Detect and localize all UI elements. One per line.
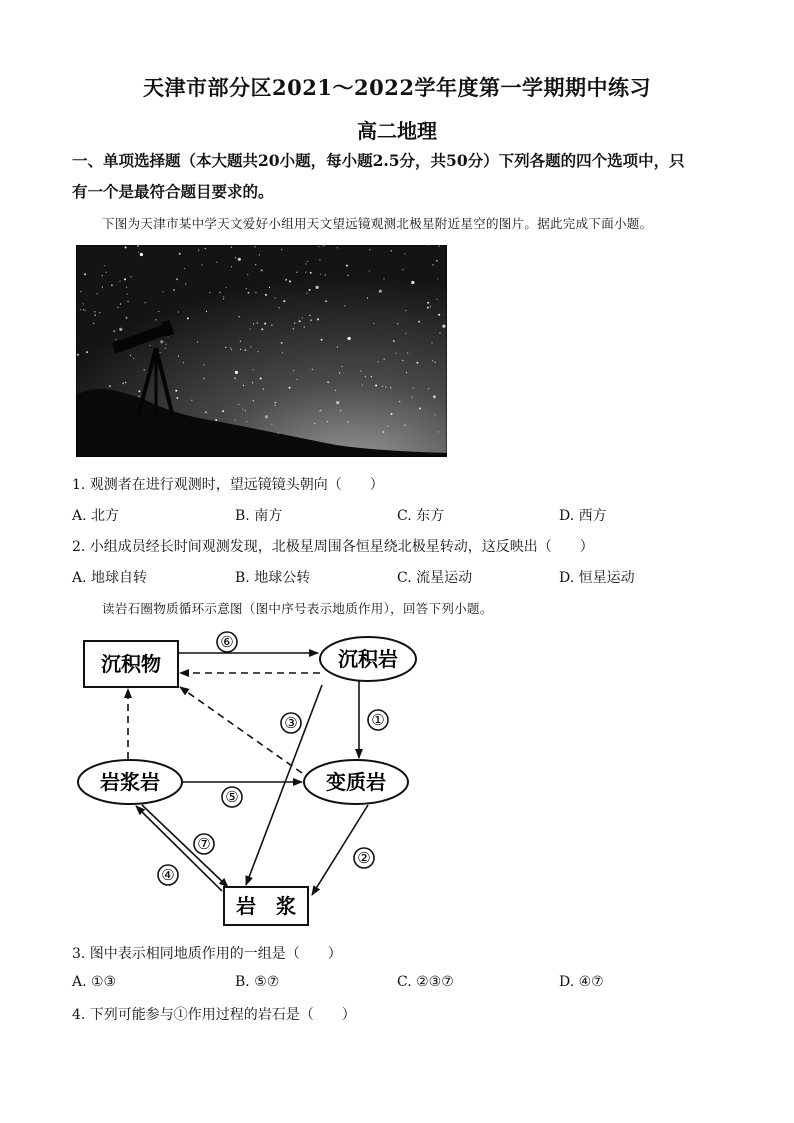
question-1-stem: 1. 观测者在进行观测时，望远镜镜头朝向（ ） xyxy=(72,477,384,493)
star-sky-photo xyxy=(76,245,447,457)
rock-cycle-diagram xyxy=(72,625,432,935)
page-title: 天津市部分区2021～2022学年度第一学期期中练习 xyxy=(143,75,651,100)
q3-option-d[interactable]: D. ④⑦ xyxy=(559,974,604,990)
q3-option-b[interactable]: B. ⑤⑦ xyxy=(235,974,280,990)
process-label-5: ⑤ xyxy=(225,788,239,806)
process-label-3: ③ xyxy=(284,714,298,732)
q3-option-a[interactable]: A. ①③ xyxy=(72,974,117,990)
process-label-4: ④ xyxy=(161,866,175,884)
igneous-rock-label: 岩浆岩 xyxy=(100,770,160,794)
intro-rock-cycle: 读岩石圈物质循环示意图（图中序号表示地质作用），回答下列小题。 xyxy=(102,601,493,616)
process-label-7: ⑦ xyxy=(197,835,211,853)
sedimentary-rock-label: 沉积岩 xyxy=(338,647,398,671)
q2-option-d[interactable]: D. 恒星运动 xyxy=(559,570,635,586)
page-subtitle: 高二地理 xyxy=(357,119,437,143)
section-heading-line1: 一、单项选择题（本大题共20小题，每小题2.5分，共50分）下列各题的四个选项中，只 xyxy=(72,151,685,170)
process-label-6: ⑥ xyxy=(220,633,234,651)
arrow-7 xyxy=(142,805,228,887)
intro-star-observation: 下图为天津市某中学天文爱好小组用天文望远镜观测北极星附近星空的图片。据此完成下面小题。 xyxy=(102,216,653,231)
question-3-stem: 3. 图中表示相同地质作用的一组是（ ） xyxy=(72,946,342,962)
metamorphic-rock-label: 变质岩 xyxy=(326,770,386,794)
question-4-stem: 4. 下列可能参与①作用过程的岩石是（ ） xyxy=(72,1007,356,1023)
q3-option-c[interactable]: C. ②③⑦ xyxy=(397,974,454,990)
section-heading-line2: 有一个是最符合题目要求的。 xyxy=(72,182,274,201)
question-2-stem: 2. 小组成员经长时间观测发现，北极星周围各恒星绕北极星转动，这反映出（ ） xyxy=(72,539,594,555)
q2-option-b[interactable]: B. 地球公转 xyxy=(235,570,311,586)
q2-option-c[interactable]: C. 流星运动 xyxy=(397,570,473,586)
sediment-label: 沉积物 xyxy=(101,652,161,676)
q2-option-a[interactable]: A. 地球自转 xyxy=(72,570,148,586)
q1-option-c[interactable]: C. 东方 xyxy=(397,508,445,524)
q1-option-b[interactable]: B. 南方 xyxy=(235,508,283,524)
q1-option-d[interactable]: D. 西方 xyxy=(559,508,607,524)
process-label-2: ② xyxy=(357,849,371,867)
q1-option-a[interactable]: A. 北方 xyxy=(72,508,120,524)
magma-label: 岩 浆 xyxy=(236,894,296,918)
process-label-1: ① xyxy=(371,711,385,729)
